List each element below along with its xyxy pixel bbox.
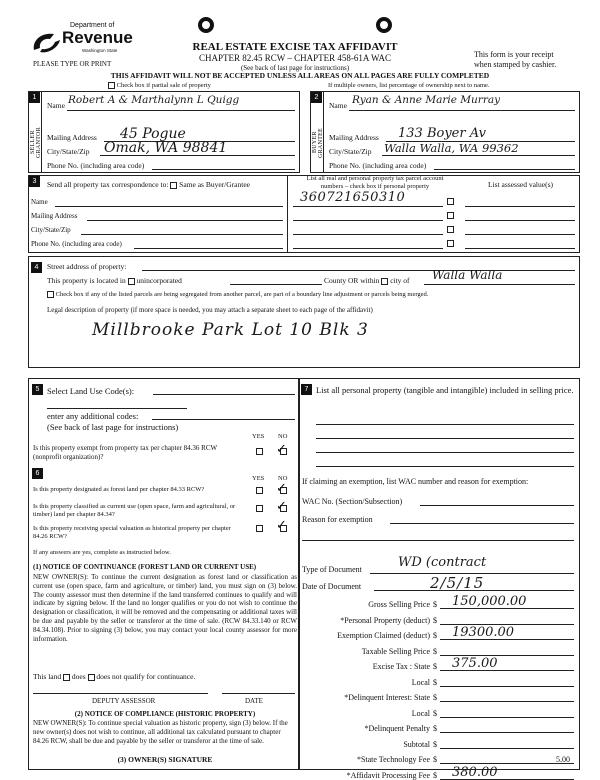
money-row-dollar: $: [433, 739, 437, 749]
money-row-value: 5.00: [556, 755, 570, 764]
personal-property-label: List all personal property (tangible and intangible) included in selling price.: [316, 385, 574, 395]
type-or-print: PLEASE TYPE OR PRINT: [33, 60, 112, 68]
forest-yes-checkbox[interactable]: [256, 487, 263, 494]
unincorporated-checkbox[interactable]: [128, 278, 135, 285]
same-as-buyer-checkbox[interactable]: [170, 182, 177, 189]
money-row-line: [440, 717, 574, 718]
seller-mailing-label: Mailing Address: [47, 133, 97, 142]
money-row-label: Gross Selling Price: [368, 600, 430, 609]
parcel-2-checkbox[interactable]: [447, 212, 454, 219]
seller-phone-line: [152, 169, 295, 170]
city-of-value: Walla Walla: [432, 268, 503, 282]
section-6-number: 6: [32, 468, 43, 479]
notice-compliance-body: NEW OWNER(S): To continue special valuation as historic property, sign (3) below. If the new owner(s) does not wish to continue, all additional tax calculated pursuant to chapter 84.26 RCW, shall be due and payable by the seller or transferor at the time of sale.: [33, 719, 288, 745]
sec3-city-label: City/State/Zip: [31, 226, 71, 234]
form-warning: THIS AFFIDAVIT WILL NOT BE ACCEPTED UNLESS ALL AREAS ON ALL PAGES ARE FULLY COMPLETED: [110, 71, 490, 80]
buyer-phone-line: [434, 169, 575, 170]
money-row-label: *Affidavit Processing Fee: [346, 770, 430, 780]
sec5-see-back: (See back of last page for instructions): [47, 422, 179, 432]
sec5-yes: YES: [252, 433, 265, 440]
does-not-checkbox[interactable]: [88, 674, 95, 681]
seller-city-label: City/State/Zip: [47, 147, 90, 156]
wac-label: WAC No. (Section/Subsection): [302, 497, 403, 506]
seller-phone-label: Phone No. (including area code): [47, 161, 145, 170]
money-row-dollar: $: [433, 693, 437, 702]
does-checkbox[interactable]: [63, 674, 70, 681]
money-row-dollar: $: [433, 600, 437, 609]
money-row-label: *Personal Property (deduct): [340, 615, 430, 625]
money-row-label: *Delinquent Interest: State: [344, 693, 430, 702]
forest-question: Is this property designated as forest land per chapter 84.33 RCW?: [33, 486, 205, 493]
exempt-question: Is this property exempt from property tax per chapter 84.36 RCW (nonprofit organization)?: [33, 444, 217, 461]
money-row-value: 150,000.00: [452, 594, 527, 609]
punch-hole-right: [376, 17, 392, 33]
deputy-assessor-label: DEPUTY ASSESSOR: [92, 697, 156, 705]
parcel-4-checkbox[interactable]: [447, 240, 454, 247]
type-of-document-value: WD (contract: [398, 555, 487, 570]
money-row-label: Taxable Selling Price: [361, 646, 430, 656]
segregated-row: Check box if any of the listed parcels are being segregated from another parcel, are part of a boundary line adjustment or parcels being merged.: [47, 291, 428, 298]
money-row-line: [440, 732, 574, 733]
forest-no-check-mark: ✓: [276, 481, 287, 496]
money-row-value: 380.00: [452, 764, 498, 780]
buyer-mailing-value: 133 Boyer Av: [398, 126, 486, 141]
exempt-no-check-mark: ✓: [276, 442, 287, 457]
sec6-yes: YES: [252, 475, 265, 482]
money-row-value: 19300.00: [452, 625, 515, 640]
section-5-number: 5: [32, 384, 43, 395]
money-row-label: *Delinquent Penalty: [364, 724, 430, 733]
historic-no-check-mark: ✓: [276, 518, 287, 533]
parcel-3-checkbox[interactable]: [447, 226, 454, 233]
historic-question: Is this property receiving special valuation as historical property per chapter 84.26 RCW?: [33, 525, 231, 540]
section-7-number: 7: [301, 384, 312, 395]
seller-name-line: [67, 110, 295, 111]
current-use-yes-checkbox[interactable]: [256, 505, 263, 512]
parcel-number-value: 360721650310: [300, 190, 406, 205]
partial-sale-checkbox[interactable]: [108, 82, 115, 89]
seller-name-label: Name: [47, 101, 65, 110]
assessed-header: List assessed value(s): [488, 180, 553, 189]
notice-continuance-body: NEW OWNER(S): To continue the current designation as forest land or classification as current use (open space, farm and agriculture, or timber) land, you must sign on (3) below. The county assessor must then determine if the land transferred continues to qualify and will indicate by signing below. If the land no longer qualifies or you do not wish to continue the designation or classification, it will be removed and the compensating or additional taxes will be due and payable by the seller or transferor at the time of sale. (RCW 84.33.140 or RCW 84.34.108). Prior to signing (3) below, you may contact your local county assessor for more information.: [33, 573, 297, 643]
money-row-dollar: $: [433, 631, 437, 640]
buyer-side-label: BUYER GRANTEE: [312, 127, 324, 158]
money-row-label: Excise Tax : State: [372, 662, 430, 671]
money-row-line: [440, 686, 574, 687]
money-row-dollar: $: [433, 662, 437, 671]
sec3-phone-label: Phone No. (including area code): [31, 240, 122, 248]
dept-line2: Revenue: [62, 28, 133, 47]
money-row-dollar: $: [433, 724, 437, 733]
city-checkbox[interactable]: [381, 278, 388, 285]
money-row-label: *State Technology Fee: [356, 755, 430, 764]
deputy-signature-line: [33, 693, 208, 694]
money-row-label: Subtotal: [403, 739, 430, 749]
multiple-owners: If multiple owners, list percentage of ownership next to name.: [328, 82, 490, 89]
date-of-document-label: Date of Document: [302, 582, 362, 591]
seller-city-value: Omak, WA 98841: [104, 140, 228, 156]
sec6-no: NO: [278, 475, 288, 482]
form-see-back: (See back of last page for instructions): [240, 64, 350, 72]
current-use-question: Is this property classified as current use (open space, farm and agricultural, or timber) land per chapter 84.34?: [33, 503, 236, 518]
money-row-label: Exemption Claimed (deduct): [337, 631, 430, 640]
parcel-1-checkbox[interactable]: [447, 198, 454, 205]
street-address-line: [142, 270, 575, 271]
money-row-dollar: $: [433, 770, 437, 780]
money-row-dollar: $: [433, 755, 437, 764]
money-row-dollar: $: [433, 615, 437, 625]
money-row-line: [440, 748, 574, 749]
deputy-date-line: [222, 693, 295, 694]
punch-hole-left: [198, 17, 214, 33]
dept-line1: Department of: [70, 22, 115, 29]
legal-description-value: Millbrooke Park Lot 10 Blk 3: [92, 320, 369, 340]
money-row-line: [440, 701, 574, 702]
deputy-date-label: DATE: [245, 697, 263, 705]
buyer-name-label: Name: [329, 101, 347, 110]
buyer-city-value: Walla Walla, WA 99362: [384, 141, 519, 155]
receipt-note-1: This form is your receipt: [474, 50, 554, 59]
seller-name-value: Robert A & Marthalynn L Quigg: [68, 94, 240, 106]
dept-line3: Washington State: [82, 48, 118, 53]
owner-signature-label: (3) OWNER(S) SIGNATURE: [117, 755, 213, 764]
exemption-label: If claiming an exemption, list WAC number and reason for exemption:: [302, 477, 529, 486]
land-use-label: Select Land Use Code(s):: [47, 386, 135, 396]
form-chapter: CHAPTER 82.45 RCW – CHAPTER 458-61A WAC: [199, 53, 391, 63]
current-use-no-check-mark: ✓: [276, 499, 287, 514]
money-row-label: Local: [411, 708, 430, 718]
seller-mailing-value: 45 Pogue: [120, 126, 186, 142]
land-continuance-row: This land does does not qualify for continuance.: [33, 672, 196, 681]
segregated-checkbox[interactable]: [47, 291, 54, 298]
if-yes-instruction: If any answers are yes, complete as instructed below.: [33, 549, 171, 556]
county-within: County OR within city of: [324, 276, 410, 285]
section-2-number: 2: [311, 92, 322, 103]
buyer-city-line: [382, 155, 575, 156]
exempt-yes-checkbox[interactable]: [256, 448, 263, 455]
sec3-mailing-label: Mailing Address: [31, 212, 78, 220]
historic-yes-checkbox[interactable]: [256, 525, 263, 532]
money-row-label: Local: [411, 677, 430, 687]
partial-sale: Check box if partial sale of property: [108, 82, 211, 89]
sec3-name-label: Name: [31, 198, 48, 206]
buyer-mailing-label: Mailing Address: [329, 133, 379, 142]
money-row-dollar: $: [433, 646, 437, 656]
money-row-dollar: $: [433, 708, 437, 718]
section-4-number: 4: [31, 262, 42, 273]
date-of-document-value: 2/5/15: [430, 574, 485, 592]
section-3-number: 3: [29, 176, 40, 187]
street-address-label: Street address of property:: [47, 262, 127, 271]
legal-description-label: Legal description of property (if more space is needed, you may attach a separate sheet to each page of the affidavit): [47, 306, 373, 314]
money-row-dollar: $: [433, 677, 437, 687]
buyer-name-value: Ryan & Anne Marie Murray: [352, 94, 501, 106]
notice-continuance-title: (1) NOTICE OF CONTINUANCE (FOREST LAND OR CURRENT USE): [33, 563, 257, 571]
buyer-city-label: City/State/Zip: [329, 147, 372, 156]
reason-label: Reason for exemption: [302, 515, 373, 524]
money-row-value: 375.00: [452, 656, 498, 671]
sec5-no: NO: [278, 433, 288, 440]
located-row: This property is located in unincorporated: [47, 276, 182, 285]
buyer-phone-label: Phone No. (including area code): [329, 161, 427, 170]
type-of-document-label: Type of Document: [302, 565, 362, 574]
dor-logo: [30, 22, 133, 60]
section-1-number: 1: [29, 92, 40, 103]
form-title: REAL ESTATE EXCISE TAX AFFIDAVIT: [192, 41, 398, 53]
seller-side-label: SELLER GRANTOR: [30, 127, 42, 158]
receipt-note-2: when stamped by cashier.: [474, 60, 557, 69]
send-correspondence: Send all property tax correspondence to: Same as Buyer/Grantee: [47, 180, 250, 189]
buyer-name-line: [349, 110, 575, 111]
land-use-line: [153, 394, 295, 395]
parcel-header: List all real and personal property tax parcel account numbers – check box if personal property: [306, 175, 444, 190]
additional-codes-label: enter any additional codes:: [47, 411, 139, 421]
notice-compliance-title: (2) NOTICE OF COMPLIANCE (HISTORIC PROPERTY): [74, 710, 256, 718]
